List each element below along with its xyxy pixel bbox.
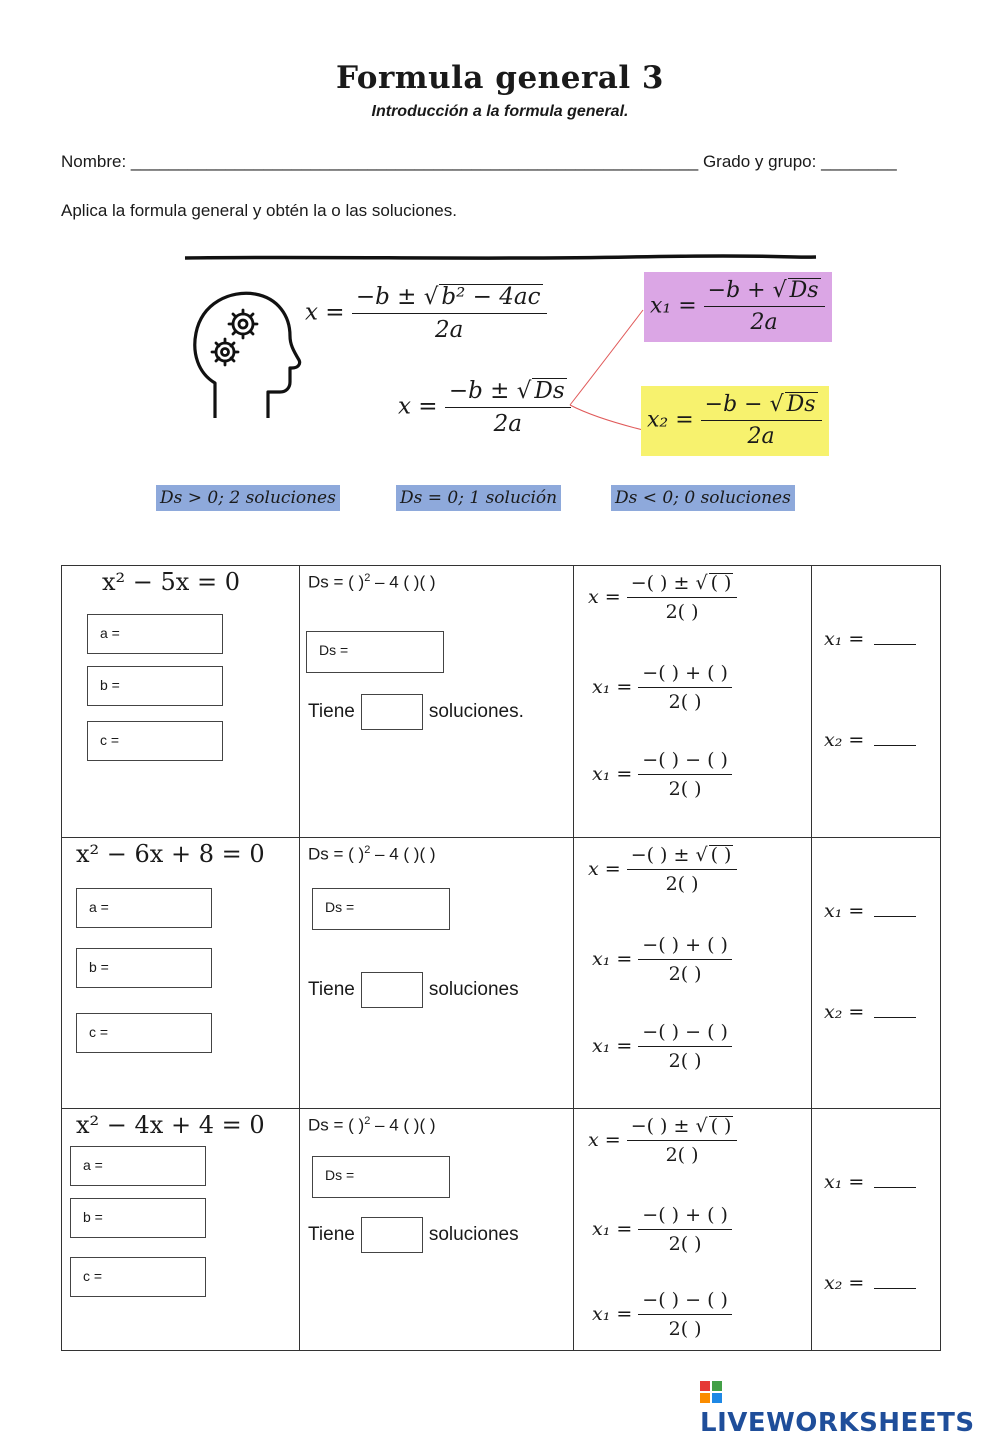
input-solutions-count[interactable] [361, 694, 423, 730]
grade-field[interactable]: ________ [821, 152, 897, 171]
ds-formula-line: Ds = ( )$^2$ – 4 ( )( ) [308, 844, 436, 864]
ds-formula-line: Ds = ( )$^2$ – 4 ( )( ) [308, 572, 436, 592]
sqrt-icon: √ [772, 278, 787, 303]
formula-cell [574, 838, 812, 1109]
input-ds[interactable]: Ds = [312, 888, 450, 930]
x1-answer[interactable]: x₁ = [824, 900, 916, 922]
x1-minus-formula-template: x₁ = $\frac{-( ) - ( )}{2( )}$ [592, 1021, 732, 1072]
ds-formula [398, 378, 571, 437]
discriminant-cell [300, 1109, 574, 1351]
ds-formula-radicand: Ds [534, 378, 565, 404]
x2-answer[interactable]: x₂ = [824, 729, 916, 751]
input-ds[interactable]: Ds = [306, 631, 444, 673]
name-label: Nombre: [61, 152, 127, 171]
x1-formula-template: x₁ = $\frac{-( ) + ( )}{2( )}$ [592, 934, 732, 985]
equation-text: x² − 6x + 8 = 0 [76, 840, 265, 868]
general-formula-num: −b ± [355, 284, 424, 310]
discriminant-cell [300, 838, 574, 1109]
sqrt-icon: √ [423, 284, 439, 310]
x-formula-template: x = $\frac{-( ) \pm √ ( )}{2( )}$ [588, 1115, 737, 1166]
instruction-text: Aplica la formula general y obtén la o las soluciones. [61, 201, 457, 220]
brand-text: LIVEWORKSHEETS [700, 1408, 975, 1438]
x2-formula-num: −b − [704, 392, 770, 417]
general-formula-lhs: x = [305, 299, 345, 326]
x1-formula-box [644, 272, 832, 342]
coefficients-cell [62, 1109, 300, 1351]
x1-answer[interactable]: x₁ = [824, 1171, 916, 1193]
solutions-cell [812, 1109, 941, 1351]
x1-minus-formula-template: x₁ = $\frac{-( ) - ( )}{2( )}$ [592, 1289, 732, 1340]
input-a[interactable]: a = [87, 614, 223, 654]
solutions-count-row: Tiene soluciones. [308, 694, 524, 730]
x1-formula-den: 2a [750, 310, 778, 335]
exercise-table [61, 565, 941, 1351]
general-formula [305, 284, 547, 343]
condition-one-solution: Ds = 0; 1 solución [396, 485, 561, 511]
solutions-cell [812, 566, 941, 838]
x2-formula-radicand: Ds [786, 392, 816, 417]
sqrt-icon: √ [695, 572, 708, 594]
solutions-cell [812, 838, 941, 1109]
general-formula-den: 2a [435, 317, 464, 343]
equation-text: x² − 5x = 0 [102, 568, 240, 596]
condition-no-solution: Ds < 0; 0 soluciones [611, 485, 795, 511]
connector-lines [565, 300, 650, 440]
input-ds[interactable]: Ds = [312, 1156, 450, 1198]
input-c[interactable]: c = [87, 721, 223, 761]
input-a[interactable]: a = [76, 888, 212, 928]
ds-formula-lhs: x = [398, 393, 438, 420]
head-gears-icon [190, 288, 305, 423]
x1-formula-lhs: x₁ = [650, 293, 697, 319]
name-row [61, 152, 897, 172]
x2-formula-den: 2a [747, 424, 775, 449]
x2-answer[interactable]: x₂ = [824, 1001, 916, 1023]
equation-text: x² − 4x + 4 = 0 [76, 1111, 265, 1139]
coefficients-cell [62, 838, 300, 1109]
table-row [62, 838, 941, 1109]
input-b[interactable]: b = [70, 1198, 206, 1238]
x2-formula-box [641, 386, 829, 456]
divider-line [180, 250, 820, 264]
input-c[interactable]: c = [76, 1013, 212, 1053]
page-subtitle: Introducción a la formula general. [371, 103, 629, 120]
general-formula-radicand: b² − 4ac [441, 284, 541, 310]
input-solutions-count[interactable] [361, 1217, 423, 1253]
x1-answer[interactable]: x₁ = [824, 628, 916, 650]
sqrt-icon: √ [695, 1115, 708, 1137]
x-formula-template: x = $\frac{-( ) \pm √ ( )}{2( )}$ [588, 572, 737, 623]
x2-formula-lhs: x₂ = [647, 407, 694, 433]
name-field[interactable]: ____________________________________________________________ [130, 152, 699, 171]
liveworksheets-logo [700, 1378, 1000, 1438]
x1-formula-template: x₁ = $\frac{-( ) + ( )}{2( )}$ [592, 1204, 732, 1255]
ds-formula-num: −b ± [448, 378, 517, 404]
brand-mark-icon [700, 1381, 722, 1403]
x1-formula-num: −b + [707, 278, 773, 303]
x1-minus-formula-template: x₁ = $\frac{-( ) - ( )}{2( )}$ [592, 749, 732, 800]
input-solutions-count[interactable] [361, 972, 423, 1008]
ds-formula-line: Ds = ( )$^2$ – 4 ( )( ) [308, 1115, 436, 1135]
input-a[interactable]: a = [70, 1146, 206, 1186]
coefficients-cell [62, 566, 300, 838]
input-c[interactable]: c = [70, 1257, 206, 1297]
solutions-count-row: Tiene soluciones [308, 1217, 519, 1253]
solutions-count-row: Tiene soluciones [308, 972, 519, 1008]
page-title: Formula general 3 [335, 60, 665, 96]
input-b[interactable]: b = [76, 948, 212, 988]
sqrt-icon: √ [695, 844, 708, 866]
input-b[interactable]: b = [87, 666, 223, 706]
sqrt-icon: √ [516, 378, 532, 404]
ds-formula-den: 2a [493, 411, 522, 437]
x1-formula-radicand: Ds [789, 278, 819, 303]
formula-cell [574, 566, 812, 838]
table-row [62, 1109, 941, 1351]
formula-cell [574, 1109, 812, 1351]
x-formula-template: x = $\frac{-( ) \pm √ ( )}{2( )}$ [588, 844, 737, 895]
discriminant-cell [300, 566, 574, 838]
x2-answer[interactable]: x₂ = [824, 1272, 916, 1294]
x1-formula-template: x₁ = $\frac{-( ) + ( )}{2( )}$ [592, 662, 732, 713]
grade-label: Grado y grupo: [702, 152, 817, 171]
condition-two-solutions: Ds > 0; 2 soluciones [156, 485, 340, 511]
table-row [62, 566, 941, 838]
sqrt-icon: √ [769, 392, 784, 417]
